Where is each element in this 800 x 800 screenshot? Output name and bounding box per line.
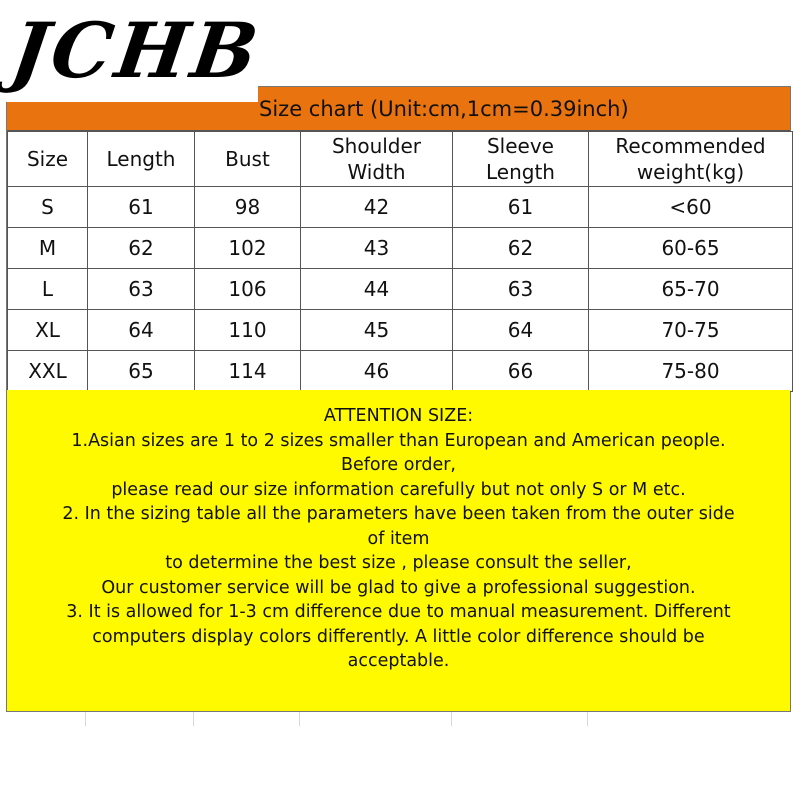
table-row <box>8 269 793 310</box>
size-table <box>7 131 793 392</box>
cell-sleeve-length: 63 <box>453 269 589 310</box>
cell-length: 64 <box>88 310 195 351</box>
cell-sleeve-length: 61 <box>453 187 589 228</box>
cell-shoulder-width: 44 <box>301 269 453 310</box>
table-header-row <box>8 132 793 187</box>
size-chart-title: Size chart (Unit:cm,1cm=0.39inch) <box>7 87 790 131</box>
header-bust: Bust <box>195 132 301 187</box>
header-size: Size <box>8 132 88 187</box>
notes-line: 2. In the sizing table all the parameters have been taken from the outer side <box>62 504 735 524</box>
cell-size: XL <box>8 310 88 351</box>
header-recommended-weight: Recommended weight(kg) <box>589 132 793 187</box>
cell-length: 61 <box>88 187 195 228</box>
cell-shoulder-width: 46 <box>301 351 453 392</box>
notes-line: to determine the best size , please consult the seller, <box>165 553 632 573</box>
bottom-gridlines <box>6 712 791 726</box>
notes-line: of item <box>367 528 430 549</box>
notes-heading: ATTENTION SIZE: <box>323 406 474 426</box>
notes-line: 1.Asian sizes are 1 to 2 sizes smaller than European and American people. <box>71 430 726 451</box>
table-row <box>8 310 793 351</box>
notes-line: computers display colors differently. A little color difference should be <box>92 626 705 647</box>
cell-recommended-weight: 75-80 <box>589 351 793 392</box>
brand-logo-text: JCHB <box>5 6 267 95</box>
table-row <box>8 187 793 228</box>
header-shoulder-width: Shoulder Width <box>301 132 453 187</box>
table-row <box>8 228 793 269</box>
cell-sleeve-length: 64 <box>453 310 589 351</box>
cell-recommended-weight: 65-70 <box>589 269 793 310</box>
notes-line: 3. It is allowed for 1-3 cm difference due to manual measurement. Different <box>66 602 731 622</box>
notes-line: Our customer service will be glad to give a professional suggestion. <box>101 577 696 598</box>
cell-length: 65 <box>88 351 195 392</box>
attention-notes <box>7 390 790 711</box>
cell-bust: 114 <box>195 351 301 392</box>
cell-length: 62 <box>88 228 195 269</box>
notes-line: acceptable. <box>347 651 450 671</box>
cell-size: S <box>8 187 88 228</box>
cell-size: L <box>8 269 88 310</box>
brand-logo <box>0 0 267 102</box>
cell-bust: 110 <box>195 310 301 351</box>
cell-bust: 102 <box>195 228 301 269</box>
header-sleeve-length: Sleeve Length <box>453 132 589 187</box>
cell-length: 63 <box>88 269 195 310</box>
cell-recommended-weight: 60-65 <box>589 228 793 269</box>
header-length: Length <box>88 132 195 187</box>
size-chart <box>6 86 791 712</box>
cell-size: XXL <box>8 351 88 392</box>
notes-line: Before order, <box>340 455 456 475</box>
notes-line: please read our size information carefully but not only S or M etc. <box>111 479 686 500</box>
cell-sleeve-length: 62 <box>453 228 589 269</box>
cell-recommended-weight: 70-75 <box>589 310 793 351</box>
cell-recommended-weight: <60 <box>589 187 793 228</box>
cell-bust: 106 <box>195 269 301 310</box>
cell-size: M <box>8 228 88 269</box>
cell-shoulder-width: 42 <box>301 187 453 228</box>
cell-shoulder-width: 43 <box>301 228 453 269</box>
cell-sleeve-length: 66 <box>453 351 589 392</box>
cell-bust: 98 <box>195 187 301 228</box>
table-row <box>8 351 793 392</box>
cell-shoulder-width: 45 <box>301 310 453 351</box>
